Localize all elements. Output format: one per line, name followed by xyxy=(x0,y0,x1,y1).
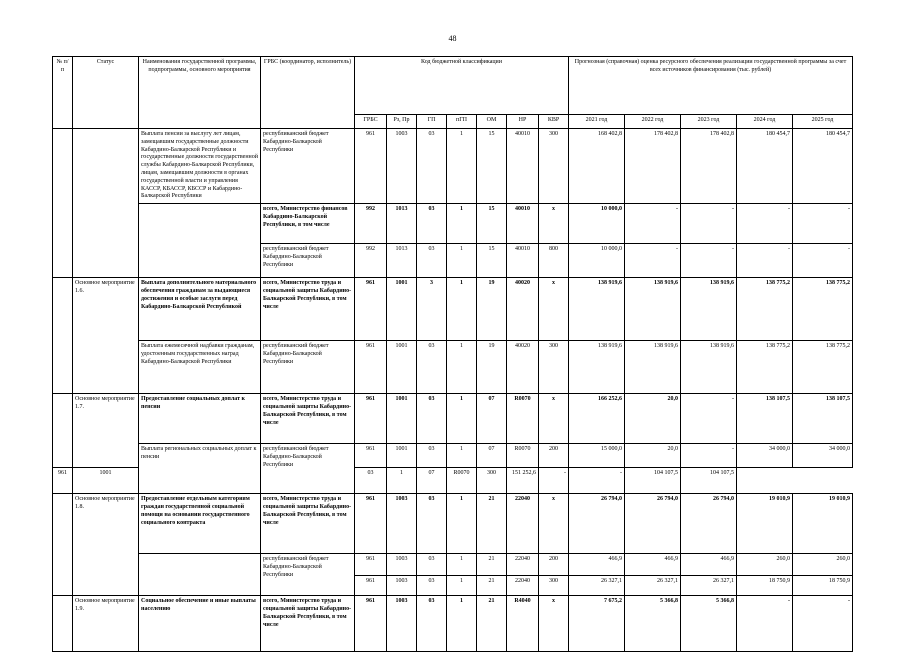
header-code-col: ГРБС xyxy=(355,115,387,129)
code-cell: 15 xyxy=(477,204,507,244)
code-cell: 03 xyxy=(417,444,447,468)
value-cell: 26 327,1 xyxy=(569,576,625,596)
value-cell: - xyxy=(625,204,681,244)
code-cell: 961 xyxy=(355,341,387,394)
status-cell: Основное мероприятие 1.9. xyxy=(73,596,139,652)
status-cell: Основное мероприятие 1.6. xyxy=(73,278,139,394)
code-cell: 07 xyxy=(417,468,447,494)
code-cell: 1 xyxy=(387,468,417,494)
name-cell xyxy=(139,554,261,596)
code-cell: 1003 xyxy=(387,554,417,576)
value-cell: 138 107,5 xyxy=(737,394,793,444)
value-cell: 10 000,0 xyxy=(569,244,625,278)
name-cell: Социальное обеспечение и иные выплаты населению xyxy=(139,596,261,652)
code-cell: 1 xyxy=(447,278,477,341)
code-cell: 961 xyxy=(355,129,387,204)
value-cell: 168 402,8 xyxy=(569,129,625,204)
code-cell: 1 xyxy=(447,244,477,278)
value-cell: 19 010,9 xyxy=(793,494,853,554)
code-cell: R0070 xyxy=(507,444,539,468)
code-cell: 07 xyxy=(477,394,507,444)
table-row xyxy=(53,444,853,468)
header-year: 2021 год xyxy=(569,115,625,129)
header-year: 2024 год xyxy=(737,115,793,129)
value-cell: 260,0 xyxy=(793,554,853,576)
header-grbs: ГРБС (координатор, исполнитель) xyxy=(261,57,355,129)
code-cell: 1 xyxy=(447,394,477,444)
code-cell: 1013 xyxy=(387,204,417,244)
grbs-cell: всего, Министерство труда и социальной защиты Кабардино-Балкарской Республики, в том числе xyxy=(261,394,355,444)
code-cell: 1003 xyxy=(387,129,417,204)
header-code-group: Код бюджетной классификации xyxy=(355,57,569,115)
value-cell: - xyxy=(793,244,853,278)
table-row xyxy=(53,554,853,576)
value-cell: 34 000,0 xyxy=(793,444,853,468)
value-cell: 18 750,9 xyxy=(793,576,853,596)
code-cell: 1001 xyxy=(387,394,417,444)
table-row xyxy=(53,341,853,394)
code-cell: 03 xyxy=(417,596,447,652)
code-cell: 1 xyxy=(447,554,477,576)
value-cell: - xyxy=(569,468,625,494)
value-cell: 19 010,9 xyxy=(737,494,793,554)
code-cell: 1003 xyxy=(387,494,417,554)
code-cell: 22040 xyxy=(507,554,539,576)
value-cell: 26 794,0 xyxy=(625,494,681,554)
value-cell: 138 919,6 xyxy=(681,278,737,341)
grbs-cell: республиканский бюджет Кабардино-Балкарской Республики xyxy=(261,244,355,278)
grbs-cell: всего, Министерство финансов Кабардино-Балкарской Республики, в том числе xyxy=(261,204,355,244)
value-cell: 151 252,6 xyxy=(507,468,539,494)
value-cell: 180 454,7 xyxy=(793,129,853,204)
code-cell: 07 xyxy=(477,444,507,468)
name-cell: Предоставление социальных доплат к пенсии xyxy=(139,394,261,444)
table-row xyxy=(53,596,853,652)
name-cell: Предоставление отдельным категориям граждан государственной социальной помощи на основании государственного социального контракта xyxy=(139,494,261,554)
status-cell: Основное мероприятие 1.7. xyxy=(73,394,139,468)
code-cell: 03 xyxy=(417,341,447,394)
value-cell: 466,9 xyxy=(681,554,737,576)
row-number-cell xyxy=(53,129,73,278)
name-cell: Выплата дополнительного материального обеспечения гражданам за выдающиеся достижения и особые заслуги перед Кабардино-Балкарской Республикой xyxy=(139,278,261,341)
resource-table xyxy=(52,56,853,652)
table-row xyxy=(53,204,853,244)
header-num: № п/п xyxy=(53,57,73,129)
code-cell: 40010 xyxy=(507,204,539,244)
code-cell: 961 xyxy=(355,278,387,341)
code-cell: 200 xyxy=(539,444,569,468)
value-cell: 34 000,0 xyxy=(737,444,793,468)
code-cell: 992 xyxy=(355,244,387,278)
code-cell: 300 xyxy=(539,576,569,596)
code-cell: 300 xyxy=(539,129,569,204)
code-cell: x xyxy=(539,204,569,244)
code-cell: 1001 xyxy=(387,278,417,341)
code-cell: 1003 xyxy=(387,576,417,596)
code-cell: 961 xyxy=(355,576,387,596)
code-cell: 1001 xyxy=(73,468,139,494)
name-cell xyxy=(139,204,261,278)
row-number-cell xyxy=(53,596,73,652)
value-cell: 10 000,0 xyxy=(569,204,625,244)
value-cell: 138 919,6 xyxy=(681,341,737,394)
header-code-col: ОМ xyxy=(477,115,507,129)
code-cell: 22040 xyxy=(507,494,539,554)
value-cell: - xyxy=(737,596,793,652)
value-cell: - xyxy=(681,444,737,468)
value-cell: 138 775,2 xyxy=(737,278,793,341)
grbs-cell: всего, Министерство труда и социальной защиты Кабардино-Балкарской Республики, в том числе xyxy=(261,278,355,341)
row-number-cell xyxy=(53,278,73,394)
code-cell: 961 xyxy=(355,394,387,444)
value-cell: 20,0 xyxy=(625,394,681,444)
code-cell: R0070 xyxy=(507,394,539,444)
code-cell: 1 xyxy=(447,494,477,554)
code-cell: 03 xyxy=(417,576,447,596)
code-cell: 19 xyxy=(477,341,507,394)
value-cell: 178 402,8 xyxy=(625,129,681,204)
value-cell: 18 750,9 xyxy=(737,576,793,596)
value-cell: 138 919,6 xyxy=(625,341,681,394)
value-cell: - xyxy=(625,244,681,278)
value-cell: 138 107,5 xyxy=(793,394,853,444)
header-code-col: Рз, Пр xyxy=(387,115,417,129)
grbs-cell: республиканский бюджет Кабардино-Балкарской Республики xyxy=(261,444,355,494)
value-cell: 138 919,6 xyxy=(569,278,625,341)
value-cell: 466,9 xyxy=(569,554,625,576)
code-cell: x xyxy=(539,278,569,341)
code-cell: R0070 xyxy=(447,468,477,494)
name-cell: Выплата региональных социальных доплат к пенсии xyxy=(139,444,261,494)
header-forecast: Прогнозная (справочная) оценка ресурсного обеспечения реализации государственной программы за счет всех источников финансирования (тыс. рублей) xyxy=(569,57,853,115)
code-cell: 40020 xyxy=(507,278,539,341)
code-cell: 300 xyxy=(539,341,569,394)
value-cell: - xyxy=(681,244,737,278)
code-cell: 1 xyxy=(447,129,477,204)
value-cell: 5 366,8 xyxy=(681,596,737,652)
name-cell: Выплата ежемесячной надбавки гражданам, удостоенным государственных наград Кабардино-Балкарской Республики xyxy=(139,341,261,394)
name-cell: Выплата пенсии за выслугу лет лицам, замещавшим государственные должности Кабардино-Балкарской Республики и государственные должности государственной службы Кабардино-Балкарской Республики, лицам, замещавшим должности в органах государственной власти и управления КАССР, КБАССР, КБССР и Кабардино-Балкарской Республики xyxy=(139,129,261,204)
code-cell: 992 xyxy=(355,204,387,244)
code-cell: 1003 xyxy=(387,596,417,652)
code-cell: 22040 xyxy=(507,576,539,596)
value-cell: 138 775,2 xyxy=(793,341,853,394)
value-cell: 26 327,1 xyxy=(625,576,681,596)
value-cell: 138 919,6 xyxy=(625,278,681,341)
header-status: Статус xyxy=(73,57,139,129)
header-code-col: ГП xyxy=(417,115,447,129)
code-cell: 1 xyxy=(447,204,477,244)
grbs-cell: всего, Министерство труда и социальной защиты Кабардино-Балкарской Республики, в том числе xyxy=(261,494,355,554)
value-cell: - xyxy=(793,204,853,244)
grbs-cell: всего, Министерство труда и социальной защиты Кабардино-Балкарской Республики, в том числе xyxy=(261,596,355,652)
value-cell: 26 327,1 xyxy=(681,576,737,596)
code-cell: 1 xyxy=(447,596,477,652)
table-row xyxy=(53,129,853,204)
code-cell: 03 xyxy=(417,244,447,278)
header-code-col: НР xyxy=(507,115,539,129)
code-cell: 961 xyxy=(355,554,387,576)
code-cell: 961 xyxy=(355,596,387,652)
value-cell: - xyxy=(737,204,793,244)
value-cell: - xyxy=(793,596,853,652)
value-cell: 138 775,2 xyxy=(793,278,853,341)
code-cell: 800 xyxy=(539,244,569,278)
header-code-col: КВР xyxy=(539,115,569,129)
code-cell: 03 xyxy=(417,494,447,554)
code-cell: 21 xyxy=(477,494,507,554)
value-cell: 7 675,2 xyxy=(569,596,625,652)
code-cell: 15 xyxy=(477,129,507,204)
code-cell: 1001 xyxy=(387,444,417,468)
value-cell: 260,0 xyxy=(737,554,793,576)
code-cell: 40020 xyxy=(507,341,539,394)
code-cell: x xyxy=(539,394,569,444)
code-cell: 1013 xyxy=(387,244,417,278)
grbs-cell: республиканский бюджет Кабардино-Балкарской Республики xyxy=(261,341,355,394)
value-cell: 26 794,0 xyxy=(569,494,625,554)
header-name: Наименования государственной программы, подпрограммы, основного мероприятия xyxy=(139,57,261,129)
code-cell: 40010 xyxy=(507,129,539,204)
code-cell: 15 xyxy=(477,244,507,278)
row-number-cell xyxy=(53,494,73,596)
code-cell: 300 xyxy=(477,468,507,494)
value-cell: 138 919,6 xyxy=(569,341,625,394)
value-cell: 180 454,7 xyxy=(737,129,793,204)
value-cell: 166 252,6 xyxy=(569,394,625,444)
status-cell xyxy=(73,129,139,278)
code-cell: 3 xyxy=(417,278,447,341)
value-cell: 5 366,8 xyxy=(625,596,681,652)
code-cell: 1 xyxy=(447,444,477,468)
code-cell: 1001 xyxy=(387,341,417,394)
status-cell: Основное мероприятие 1.8. xyxy=(73,494,139,596)
grbs-cell: республиканский бюджет Кабардино-Балкарской Республики xyxy=(261,129,355,204)
row-number-cell xyxy=(53,394,73,468)
code-cell: x xyxy=(539,494,569,554)
code-cell: 03 xyxy=(417,554,447,576)
value-cell: - xyxy=(539,468,569,494)
page-number: 48 xyxy=(448,34,457,43)
code-cell: 961 xyxy=(355,444,387,468)
code-cell: 961 xyxy=(355,494,387,554)
code-cell: x xyxy=(539,596,569,652)
code-cell: R4040 xyxy=(507,596,539,652)
code-cell: 961 xyxy=(53,468,73,494)
code-cell: 03 xyxy=(417,129,447,204)
code-cell: 21 xyxy=(477,596,507,652)
table-row xyxy=(53,494,853,554)
value-cell: 15 000,0 xyxy=(569,444,625,468)
header-code-col: пГП xyxy=(447,115,477,129)
code-cell: 03 xyxy=(417,204,447,244)
code-cell: 1 xyxy=(447,576,477,596)
value-cell: 138 775,2 xyxy=(737,341,793,394)
value-cell: - xyxy=(681,204,737,244)
header-year: 2025 год xyxy=(793,115,853,129)
value-cell: 466,9 xyxy=(625,554,681,576)
header-year: 2023 год xyxy=(681,115,737,129)
code-cell: 03 xyxy=(355,468,387,494)
header-year: 2022 год xyxy=(625,115,681,129)
value-cell: - xyxy=(681,394,737,444)
code-cell: 03 xyxy=(417,394,447,444)
value-cell: 26 794,0 xyxy=(681,494,737,554)
value-cell: 104 107,5 xyxy=(681,468,737,494)
value-cell: 20,0 xyxy=(625,444,681,468)
code-cell: 1 xyxy=(447,341,477,394)
code-cell: 21 xyxy=(477,576,507,596)
value-cell: 178 402,8 xyxy=(681,129,737,204)
value-cell: - xyxy=(737,244,793,278)
code-cell: 19 xyxy=(477,278,507,341)
table-body xyxy=(53,129,853,652)
code-cell: 200 xyxy=(539,554,569,576)
code-cell: 21 xyxy=(477,554,507,576)
value-cell: 104 107,5 xyxy=(625,468,681,494)
grbs-cell: республиканский бюджет Кабардино-Балкарской Республики xyxy=(261,554,355,596)
table-row xyxy=(53,278,853,341)
code-cell: 40010 xyxy=(507,244,539,278)
table-row xyxy=(53,394,853,444)
